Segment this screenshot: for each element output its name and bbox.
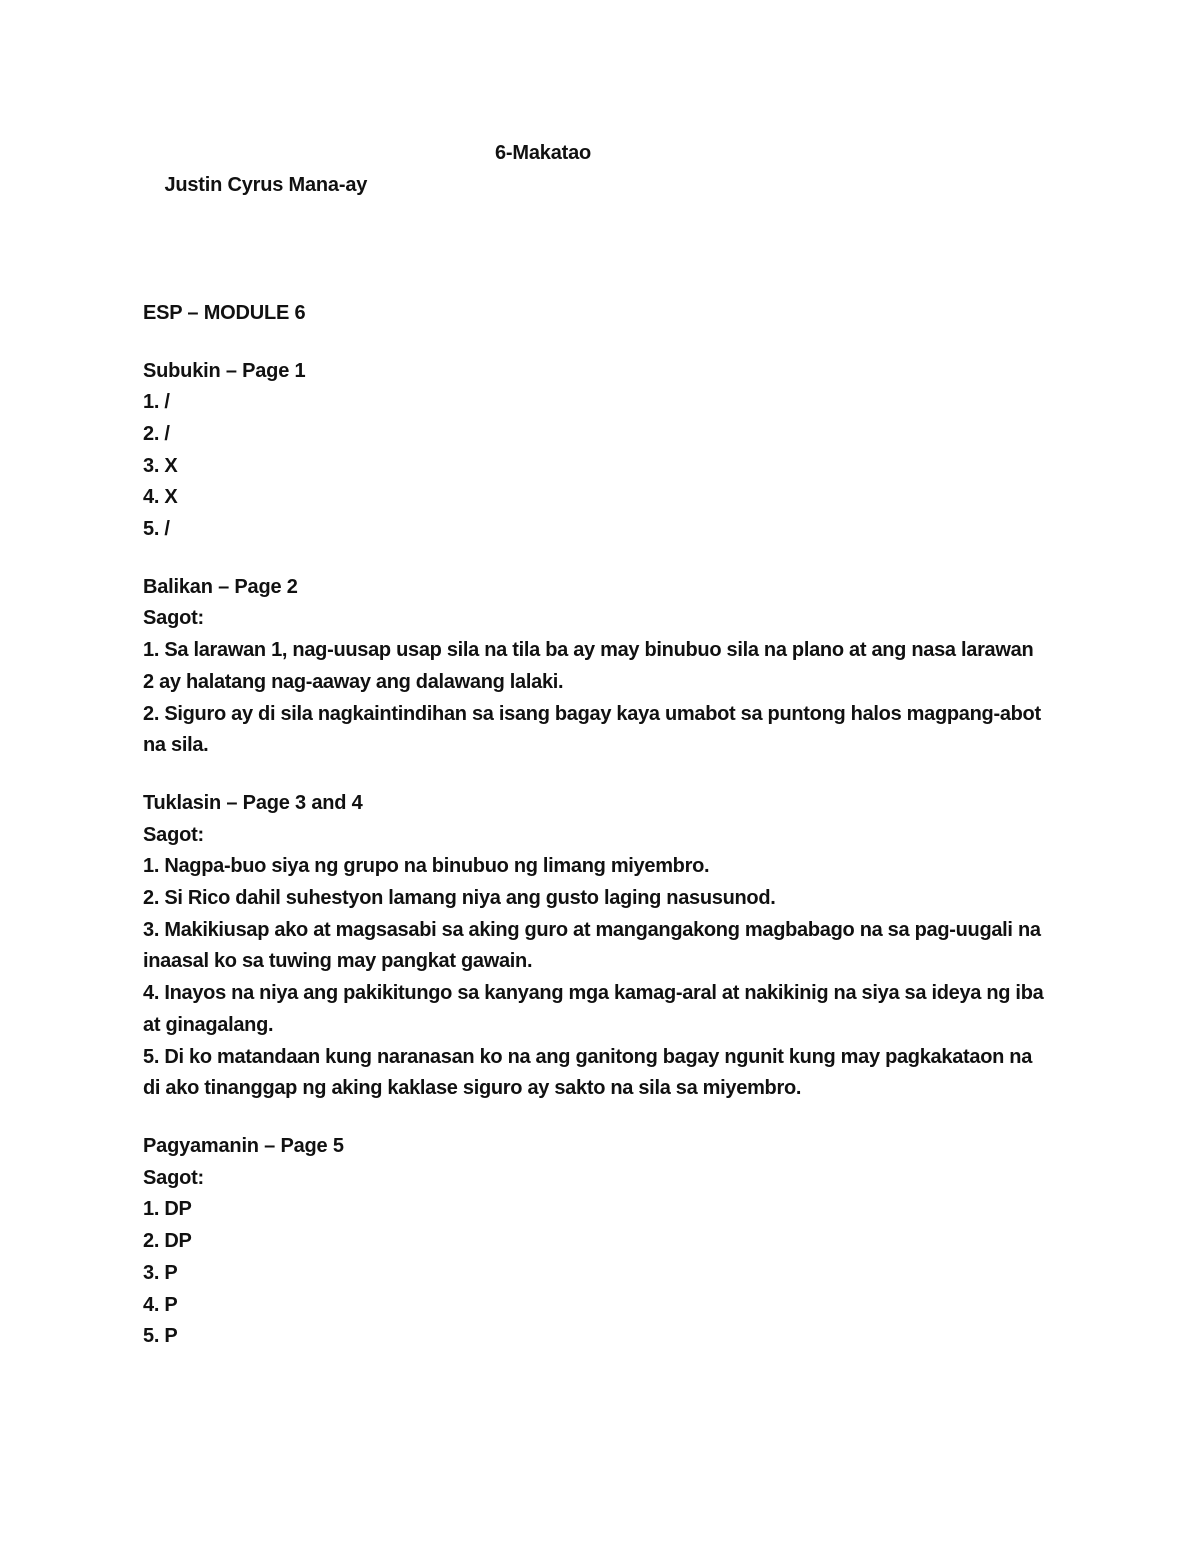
- answer-line: 2. Siguro ay di sila nagkaintindihan sa isang bagay kaya umabot sa puntong halos magpang-abot: [143, 702, 1041, 725]
- answer-line: at ginagalang.: [143, 1013, 274, 1036]
- answer-line: 2 ay halatang nag-aaway ang dalawang lalaki.: [143, 670, 564, 693]
- student-name: Justin Cyrus Mana-ay: [164, 173, 368, 196]
- answer-line: 1. DP: [143, 1198, 192, 1221]
- section-pagyamanin: [143, 1131, 1160, 1353]
- answer-line: 3. Makikiusap ako at magsasabi sa aking guro at mangangakong magbabago na sa pag-uugali na: [143, 918, 1041, 941]
- section-tuklasin: [143, 788, 1160, 1105]
- answer-line: 5. Di ko matandaan kung naranasan ko na ang ganitong bagay ngunit kung may pagkakataon na: [143, 1045, 1033, 1068]
- answer-line: 5. P: [143, 1325, 178, 1348]
- answer-line: 4. P: [143, 1293, 178, 1316]
- answer-line: 3. P: [143, 1261, 178, 1284]
- section-heading: Balikan – Page 2: [143, 575, 298, 598]
- section-heading: Subukin – Page 1: [143, 359, 306, 382]
- answer-line: 1. Sa larawan 1, nag-uusap usap sila na tila ba ay may binubuo sila na plano at ang nasa larawan: [143, 639, 1034, 662]
- section-subukin: [143, 356, 1160, 546]
- answer-line: 5. /: [143, 518, 170, 541]
- section-heading: Tuklasin – Page 3 and 4: [143, 791, 363, 814]
- sagot-label: Sagot:: [143, 823, 205, 846]
- module-title: ESP – MODULE 6: [143, 301, 306, 324]
- sagot-label: Sagot:: [143, 1166, 205, 1189]
- answer-line: 4. Inayos na niya ang pakikitungo sa kanyang mga kamag-aral at nakikinig na siya sa ideya ng iba: [143, 982, 1044, 1005]
- answer-line: 2. DP: [143, 1230, 192, 1253]
- answer-line: 2. Si Rico dahil suhestyon lamang niya ang gusto laging nasusunod.: [143, 887, 776, 910]
- answer-line: na sila.: [143, 734, 209, 757]
- answer-line: inaasal ko sa tuwing may pangkat gawain.: [143, 950, 533, 973]
- document-header: [143, 138, 1160, 265]
- answer-line: di ako tinanggap ng aking kaklase siguro ay sakto na sila sa miyembro.: [143, 1077, 802, 1100]
- student-section: 6-Makatao: [495, 142, 592, 164]
- section-heading: Pagyamanin – Page 5: [143, 1134, 344, 1157]
- answer-line: 1. Nagpa-buo siya ng grupo na binubuo ng limang miyembro.: [143, 855, 710, 878]
- answer-line: 1. /: [143, 391, 170, 414]
- answer-line: 3. X: [143, 454, 178, 477]
- answer-line: 2. /: [143, 422, 170, 445]
- sagot-label: Sagot:: [143, 607, 205, 630]
- section-balikan: [143, 572, 1160, 762]
- answer-line: 4. X: [143, 486, 178, 509]
